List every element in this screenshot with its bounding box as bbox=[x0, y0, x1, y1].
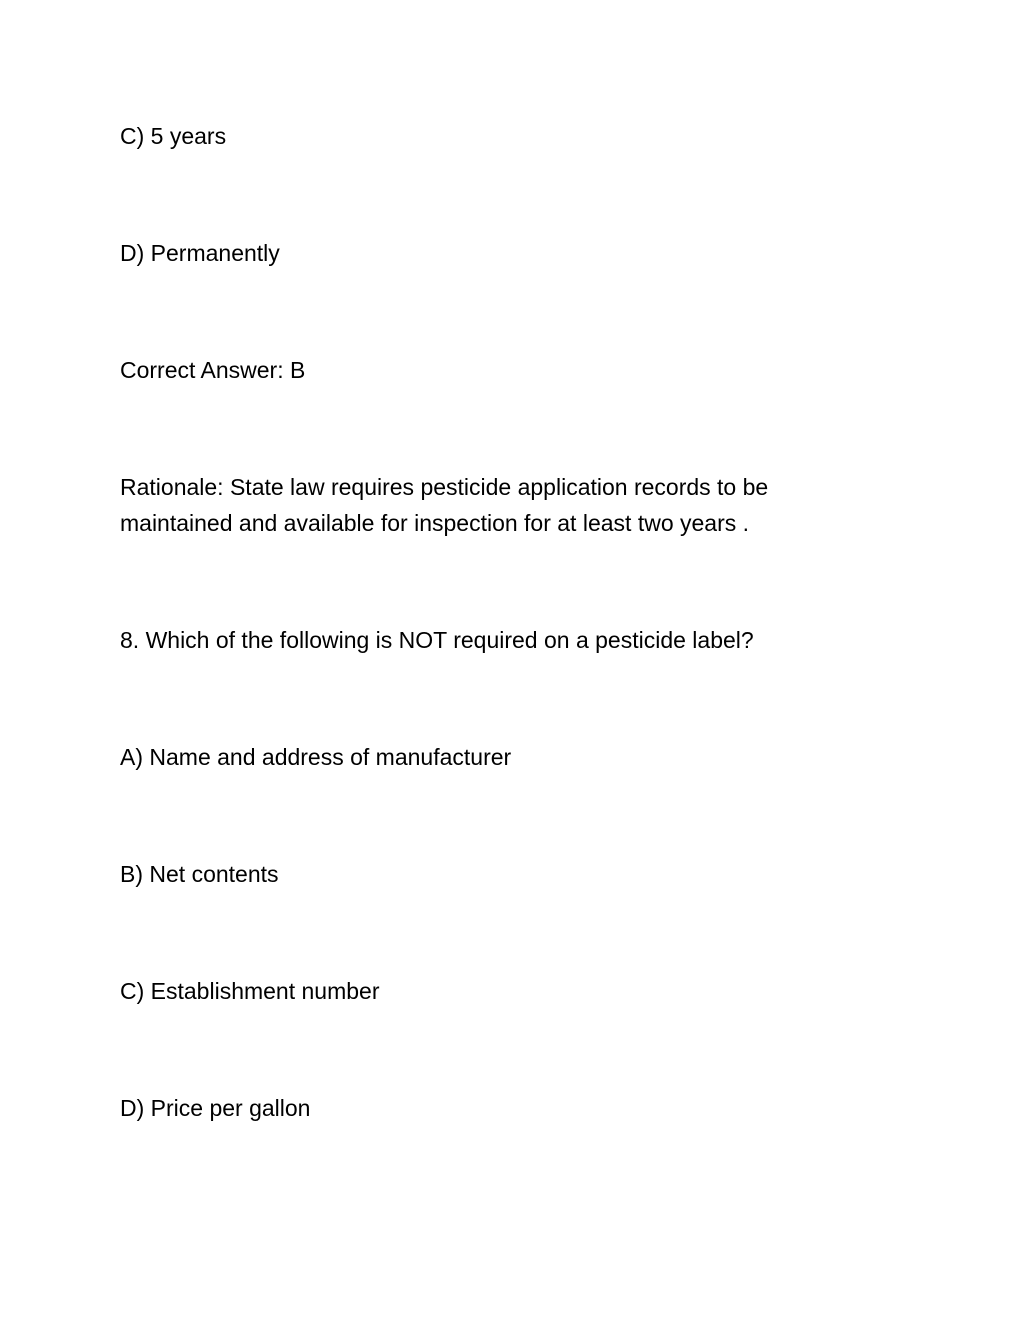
question-prompt: 8. Which of the following is NOT required on a pesticide label? bbox=[120, 627, 754, 653]
rationale-line-1: Rationale: State law requires pesticide application records to be bbox=[120, 474, 769, 500]
answer-option-a: A) Name and address of manufacturer bbox=[120, 744, 512, 770]
answer-option-d: D) Price per gallon bbox=[120, 1095, 311, 1121]
correct-answer: Correct Answer: B bbox=[120, 357, 306, 383]
answer-option-c: C) Establishment number bbox=[120, 978, 380, 1004]
rationale-line-2: maintained and available for inspection for at least two years . bbox=[120, 510, 750, 536]
answer-option-c: C) 5 years bbox=[120, 123, 227, 149]
answer-option-b: B) Net contents bbox=[120, 861, 279, 887]
rationale bbox=[120, 469, 880, 541]
answer-option-d: D) Permanently bbox=[120, 240, 280, 266]
